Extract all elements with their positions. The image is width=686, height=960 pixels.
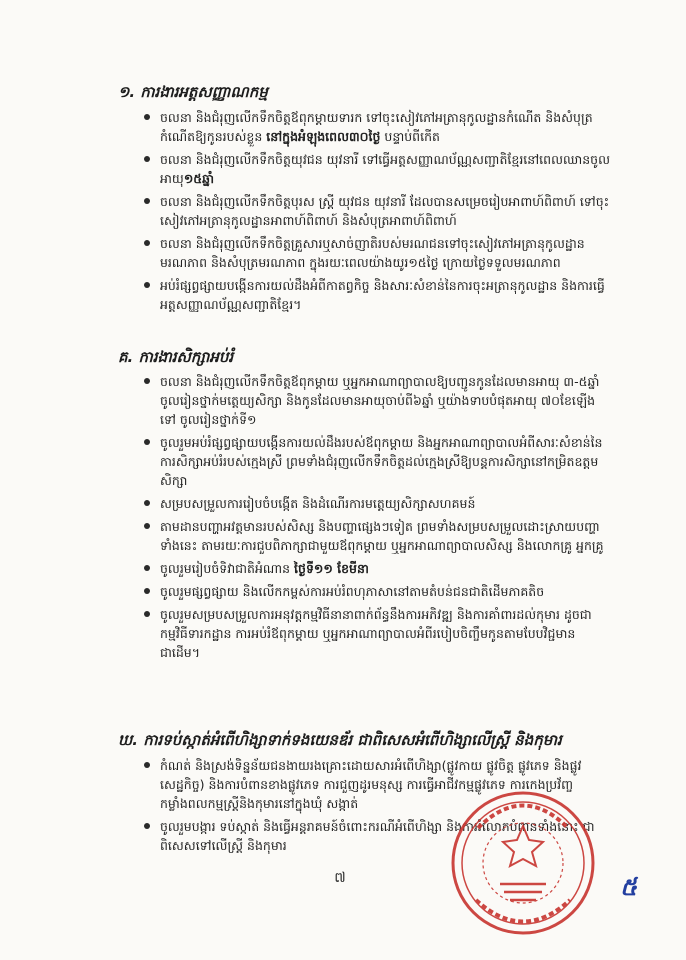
bullet-icon	[144, 282, 150, 288]
section-heading-civil-registration: ១. ការងារអត្តសញ្ញាណកម្ម	[118, 83, 268, 101]
official-seal-stamp	[448, 788, 598, 938]
bullet-item	[140, 234, 610, 272]
item-text: ចូលរួមបង្ការ ទប់ស្កាត់ និងធ្វើអន្តរាគមន៍ចំពោះករណីអំពើហិង្សា និងការរំលោភបំពានទាំងនោះ ជាពិសេសទៅលើស្ត្រី និងកុមារ	[160, 819, 595, 853]
handwritten-page-mark: ៥	[620, 873, 637, 901]
bullet-icon	[144, 198, 150, 204]
item-text: តាមដានបញ្ហាអវត្តមានរបស់សិស្ស និងបញ្ហាផ្សេងៗទៀត ព្រមទាំងសម្របសម្រួលដោះស្រាយបញ្ហាទាំងនេះ តាមរយៈការជួបពិភាក្សាជាមួយឪពុកម្តាយ ឬអ្នកអាណាព្យាបាលសិស្ស និងលោកគ្រូ អ្នកគ្រូ	[160, 519, 604, 553]
bullet-icon	[144, 565, 150, 571]
emphasized-text: នៅក្នុងអំឡុងពេល៣០ថ្ងៃ	[266, 129, 381, 144]
bullet-icon	[144, 823, 150, 829]
emphasized-text: ១៥ឆ្នាំ	[183, 171, 215, 186]
bullet-item	[140, 605, 610, 662]
item-text: អប់រំផ្សព្វផ្សាយបង្កើនការយល់ដឹងអំពីកាតព្វកិច្ច និងសារៈសំខាន់នៃការចុះអត្រានុកូលដ្ឋាន និងការធ្វើអត្តសញ្ញាណប័ណ្ណសញ្ជាតិខ្មែរ។	[160, 278, 605, 312]
bullet-icon	[144, 588, 150, 594]
item-text: ចូលរួមសម្របសម្រួលការអនុវត្តកម្មវិធីនានាពាក់ព័ន្ធនឹងការអភិវឌ្ឍ និងការគាំពារដល់កុមារ ដូចជាកម្មវិធីទារកដ្ឋាន ការអប់រំឪពុកម្តាយ ឬអ្នកអាណាព្យាបាលអំពីរបៀបចិញ្ចឹមកូនតាមបែបវិជ្ជមានជាដើម។	[160, 607, 592, 660]
item-text: ចូលរួមរៀបចំទិវាជាតិអំណាន	[160, 561, 295, 576]
bullet-icon	[144, 378, 150, 384]
bullet-icon	[144, 762, 150, 768]
bullet-item	[140, 433, 610, 490]
bullet-icon	[144, 523, 150, 529]
item-text: សម្របសម្រួលការរៀបចំបង្កើត និងដំណើរការមត្តេយ្យសិក្សាសហគមន៍	[160, 496, 476, 511]
bullet-list-civil-registration	[140, 108, 610, 314]
bullet-icon	[144, 439, 150, 445]
page-number: ៧	[334, 870, 346, 886]
bullet-icon	[144, 611, 150, 617]
emphasized-text: ថ្ងៃទី១១ ខែមីនា	[294, 561, 369, 576]
item-text: ចលនា និងជំរុញលើកទឹកចិត្តគ្រួសារឬសាច់ញាតិរបស់មរណជនទៅចុះសៀវភៅអត្រានុកូលដ្ឋានមរណភាព និងសំបុត្រមរណភាព ក្នុងរយៈពេលយ៉ាងយូរ១៥ថ្ងៃ ក្រោយថ្ងៃទទួលមរណភាព	[160, 236, 585, 270]
bullet-icon	[144, 114, 150, 120]
bullet-icon	[144, 500, 150, 506]
bullet-item	[140, 150, 610, 188]
bullet-item	[140, 192, 610, 230]
bullet-item	[140, 108, 610, 146]
item-text: ចលនា និងជំរុញលើកទឹកចិត្តបុរស ស្ត្រី យុវជន យុវនារី ដែលបានសម្រេចរៀបអាពាហ៍ពិពាហ៍ ទៅចុះសៀវភៅអត្រានុកូលដ្ឋានអាពាហ៍ពិពាហ៍ និងសំបុត្រអាពាហ៍ពិពាហ៍	[160, 194, 610, 228]
bullet-item	[140, 517, 610, 555]
bullet-item	[140, 582, 610, 601]
item-text: ចលនា និងជំរុញលើកទឹកចិត្តឪពុកម្តាយ ឬអ្នកអាណាព្យាបាលឱ្យបញ្ជូនកូនដែលមានអាយុ ៣-៥ឆ្នាំចូលរៀនថ្នាក់មត្តេយ្យសិក្សា និងកូនដែលមានអាយុចាប់ពី៦ឆ្នាំ ឬយ៉ាងទាបបំផុតអាយុ ៧០ខែឡើងទៅ ចូលរៀនថ្នាក់ទី១	[160, 374, 600, 427]
bullet-icon	[144, 240, 150, 246]
section-heading-violence-prevention: ឃ. ការទប់ស្កាត់អំពើហិង្សាទាក់ទងយេនឌ័រ ជាពិសេសអំពើហិង្សាលើស្ត្រី និងកុមារ	[118, 731, 562, 749]
bullet-item	[140, 276, 610, 314]
item-text: ចូលរួមអប់រំផ្សព្វផ្សាយបង្កើនការយល់ដឹងរបស់ឪពុកម្តាយ និងអ្នកអាណាព្យាបាលអំពីសារៈសំខាន់នៃការសិក្សាអប់រំរបស់ក្មេងស្រី ព្រមទាំងជំរុញលើកទឹកចិត្តដល់ក្មេងស្រីឱ្យបន្តការសិក្សានៅកម្រិតឧត្តមសិក្សា	[160, 435, 603, 488]
bullet-item	[140, 559, 610, 578]
bullet-icon	[144, 156, 150, 162]
item-text: ចូលរួមផ្សព្វផ្សាយ និងលើកកម្ពស់ការអប់រំពហុភាសានៅតាមតំបន់ជនជាតិដើមភាគតិច	[160, 584, 545, 599]
item-text: បន្ទាប់ពីកើត	[380, 129, 440, 144]
bullet-item	[140, 372, 610, 429]
item-text: ចលនា និងជំរុញលើកទឹកចិត្តយុវជន យុវនារី ទៅធ្វើអត្តសញ្ញាណប័ណ្ណសញ្ជាតិខ្មែរនៅពេលឈានចូលអាយុ	[160, 152, 610, 186]
section-heading-education: គ. ការងារសិក្សាអប់រំ	[118, 348, 234, 366]
item-text: ចលនា និងជំរុញលើកទឹកចិត្តឪពុកម្តាយទារក ទៅចុះសៀវភៅអត្រានុកូលដ្ឋានកំណើត និងសំបុត្រកំណើតឱ្យកូនរបស់ខ្លួន	[160, 110, 593, 144]
bullet-list-education	[140, 372, 610, 662]
item-text: កំណត់ និងស្រង់ទិន្នន័យជនងាយរងគ្រោះដោយសារអំពើហិង្សា(ផ្លូវកាយ ផ្លូវចិត្ត ផ្លូវភេទ និងផ្លូវសេដ្ឋកិច្ច) និងការបំពានខាងផ្លូវភេទ ការជួញដូរមនុស្ស ការធ្វើអាជីវកម្មផ្លូវភេទ ការកេងប្រវ័ញ្ចកម្លាំងពលកម្មស្ត្រីនិងកុមារនៅក្នុងឃុំ សង្កាត់	[160, 758, 582, 811]
bullet-item	[140, 494, 610, 513]
